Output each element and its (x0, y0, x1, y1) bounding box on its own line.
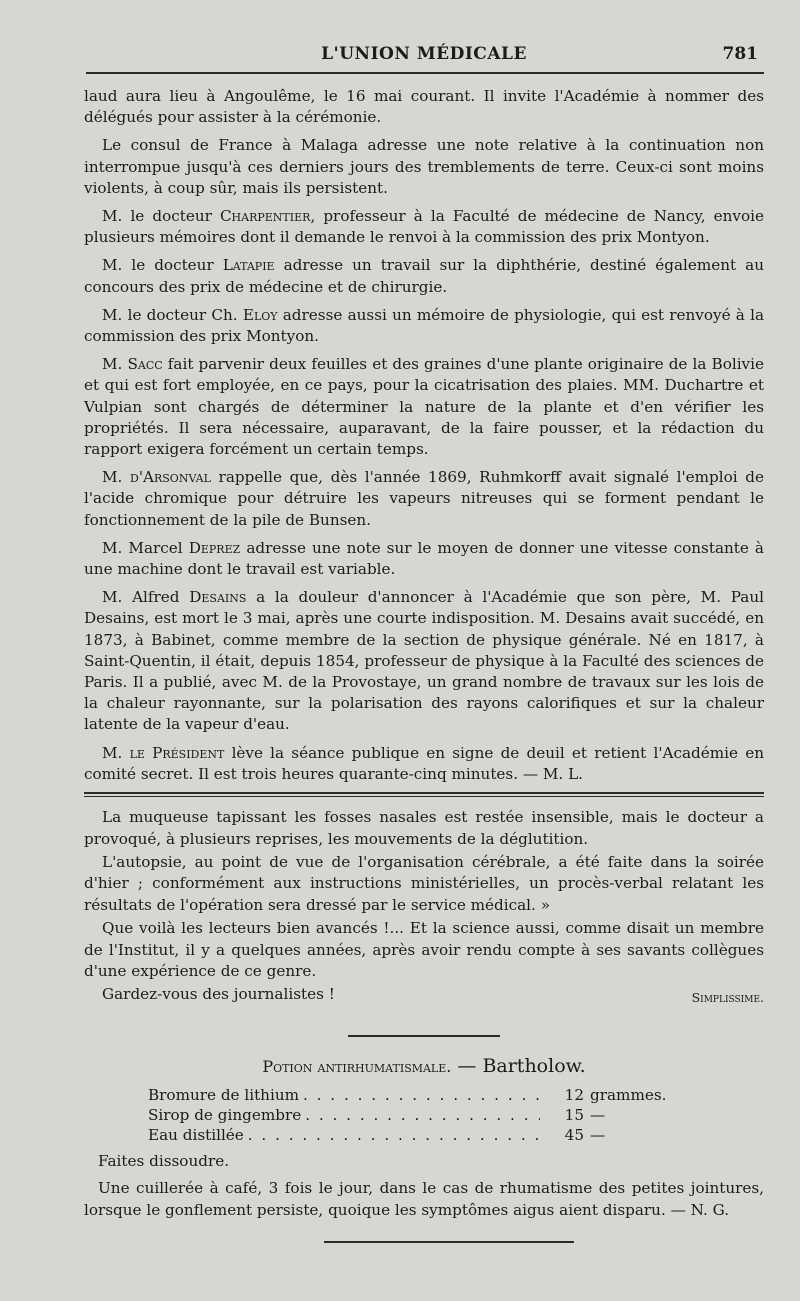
author-signature: Simplissime. (691, 990, 764, 1006)
paragraph: laud aura lieu à Angoulême, le 16 mai courant. Il invite l'Académie à nommer des délégués pour assister à la cérémonie. (84, 87, 764, 127)
person-name: le Président (129, 743, 225, 762)
person-name: Deprez (188, 538, 241, 557)
recipe-ingredient: Eau distillée . . . 45 — (148, 1125, 688, 1145)
person-name: Latapie (222, 256, 275, 275)
paragraph: M. le docteur Latapie adresse un travail sur la diphthérie, destiné également au concours des prix de médecine et de chirurgie. (84, 256, 764, 296)
paragraph: M. le Président lève la séance publique en signe de deuil et retient l'Académie en comité secret. Il est trois heures quarante-cinq minutes. — M. L. (84, 743, 764, 783)
header-rule (86, 72, 764, 74)
recipe-ingredient: Bromure de lithium . . . 12 grammes. (148, 1085, 688, 1105)
recipe-instructions (84, 1151, 764, 1222)
journal-title: L'UNION MÉDICALE (321, 44, 527, 64)
paragraph: Que voilà les lecteurs bien avancés !... Et la science aussi, comme disait un membre de l'Institut, il y a quelques années, après avoir rendu compte à ses savants collègues d'une expérience de ce genre. (84, 919, 764, 980)
session-report (84, 86, 764, 785)
paragraph: M. Sacc fait parvenir deux feuilles et des graines d'une plante originaire de la Bolivie et qui est fort employée, en ce pays, pour la cicatrisation des plaies. MM. Duchartre et Vulpian sont chargés de déterminer la nature de la plante et d'en vérifier les propriétés. Il sera nécessaire, auparavant, de la faire pousser, et la rédaction du rapport exigera forcément un certain temps. (84, 355, 764, 459)
paragraph: Une cuillerée à café, 3 fois le jour, dans le cas de rhumatisme des petites jointures, lorsque le gonflement persiste, quoique les symptômes aigus aient disparu. — N. G. (84, 1179, 764, 1219)
recipe-list (148, 1085, 688, 1145)
person-name: Charpentier (219, 207, 311, 226)
paragraph: M. d'Arsonval rappelle que, dès l'année 1869, Ruhmkorff avait signalé l'emploi de l'acide chromique pour détruire les vapeurs nitreuses qui se forment pendant le fonctionnement de la pile de Bunsen. (84, 468, 764, 529)
paragraph: Faites dissoudre. (98, 1151, 230, 1170)
paragraph: Gardez-vous des journalistes ! (102, 985, 335, 1004)
page-header (84, 38, 764, 72)
paragraph: La muqueuse tapissant les fosses nasales est restée insensible, mais le docteur a provoqué, à plusieurs reprises, les mouvements de la déglutition. (84, 808, 764, 848)
person-name: d'Arsonval (130, 468, 211, 487)
person-name: Eloy (242, 305, 278, 324)
recipe-title: Potion antirhumatismale. — Bartholow. (262, 1054, 586, 1077)
person-name: Desains (189, 588, 247, 607)
paragraph: M. le docteur Ch. Eloy adresse aussi un mémoire de physiologie, qui est renvoyé à la commission des prix Montyon. (84, 305, 764, 346)
paragraph: M. Marcel Deprez adresse une note sur le moyen de donner une vitesse constante à une machine dont le travail est variable. (84, 538, 764, 579)
page-number: 781 (722, 44, 758, 64)
section-divider (84, 792, 764, 797)
paragraph: L'autopsie, au point de vue de l'organisation cérébrale, a été faite dans la soirée d'hier ; conformément aux instructions ministérielles, un procès-verbal relatant les résultats de l'opération sera dressé par le service médical. » (84, 852, 764, 914)
section-divider (348, 1035, 500, 1037)
paragraph: M. Alfred Desains a la douleur d'annoncer à l'Académie que son père, M. Paul Desains, est mort le 3 mai, après une courte indisposition. M. Desains avait succédé, en 1873, à Babinet, comme membre de la section de physique générale. Né en 1817, à Saint-Quentin, il était, depuis 1854, professeur de physique à la Faculté des sciences de Paris. Il a publié, avec M. de la Provostaye, un grand nombre de travaux sur les lois de la chaleur rayonnante, sur la polarisation des rayons calorifiques et sur la chaleur latente de la vapeur d'eau. (84, 588, 764, 734)
recipe-ingredient: Sirop de gingembre . . . 15 — (148, 1105, 688, 1125)
paragraph: M. le docteur Charpentier, professeur à la Faculté de médecine de Nancy, envoie plusieurs mémoires dont il demande le renvoi à la commission des prix Montyon. (84, 207, 764, 247)
end-rule (324, 1241, 574, 1243)
person-name: Sacc (127, 355, 163, 374)
feuilleton-quote (84, 807, 764, 1009)
signature-line (84, 984, 764, 1008)
paragraph: Le consul de France à Malaga adresse une note relative à la continuation non interrompue jusqu'à ces derniers jours des tremblements de terre. Ceux-ci sont moins violents, à coup sûr, mais ils persistent. (84, 136, 764, 197)
